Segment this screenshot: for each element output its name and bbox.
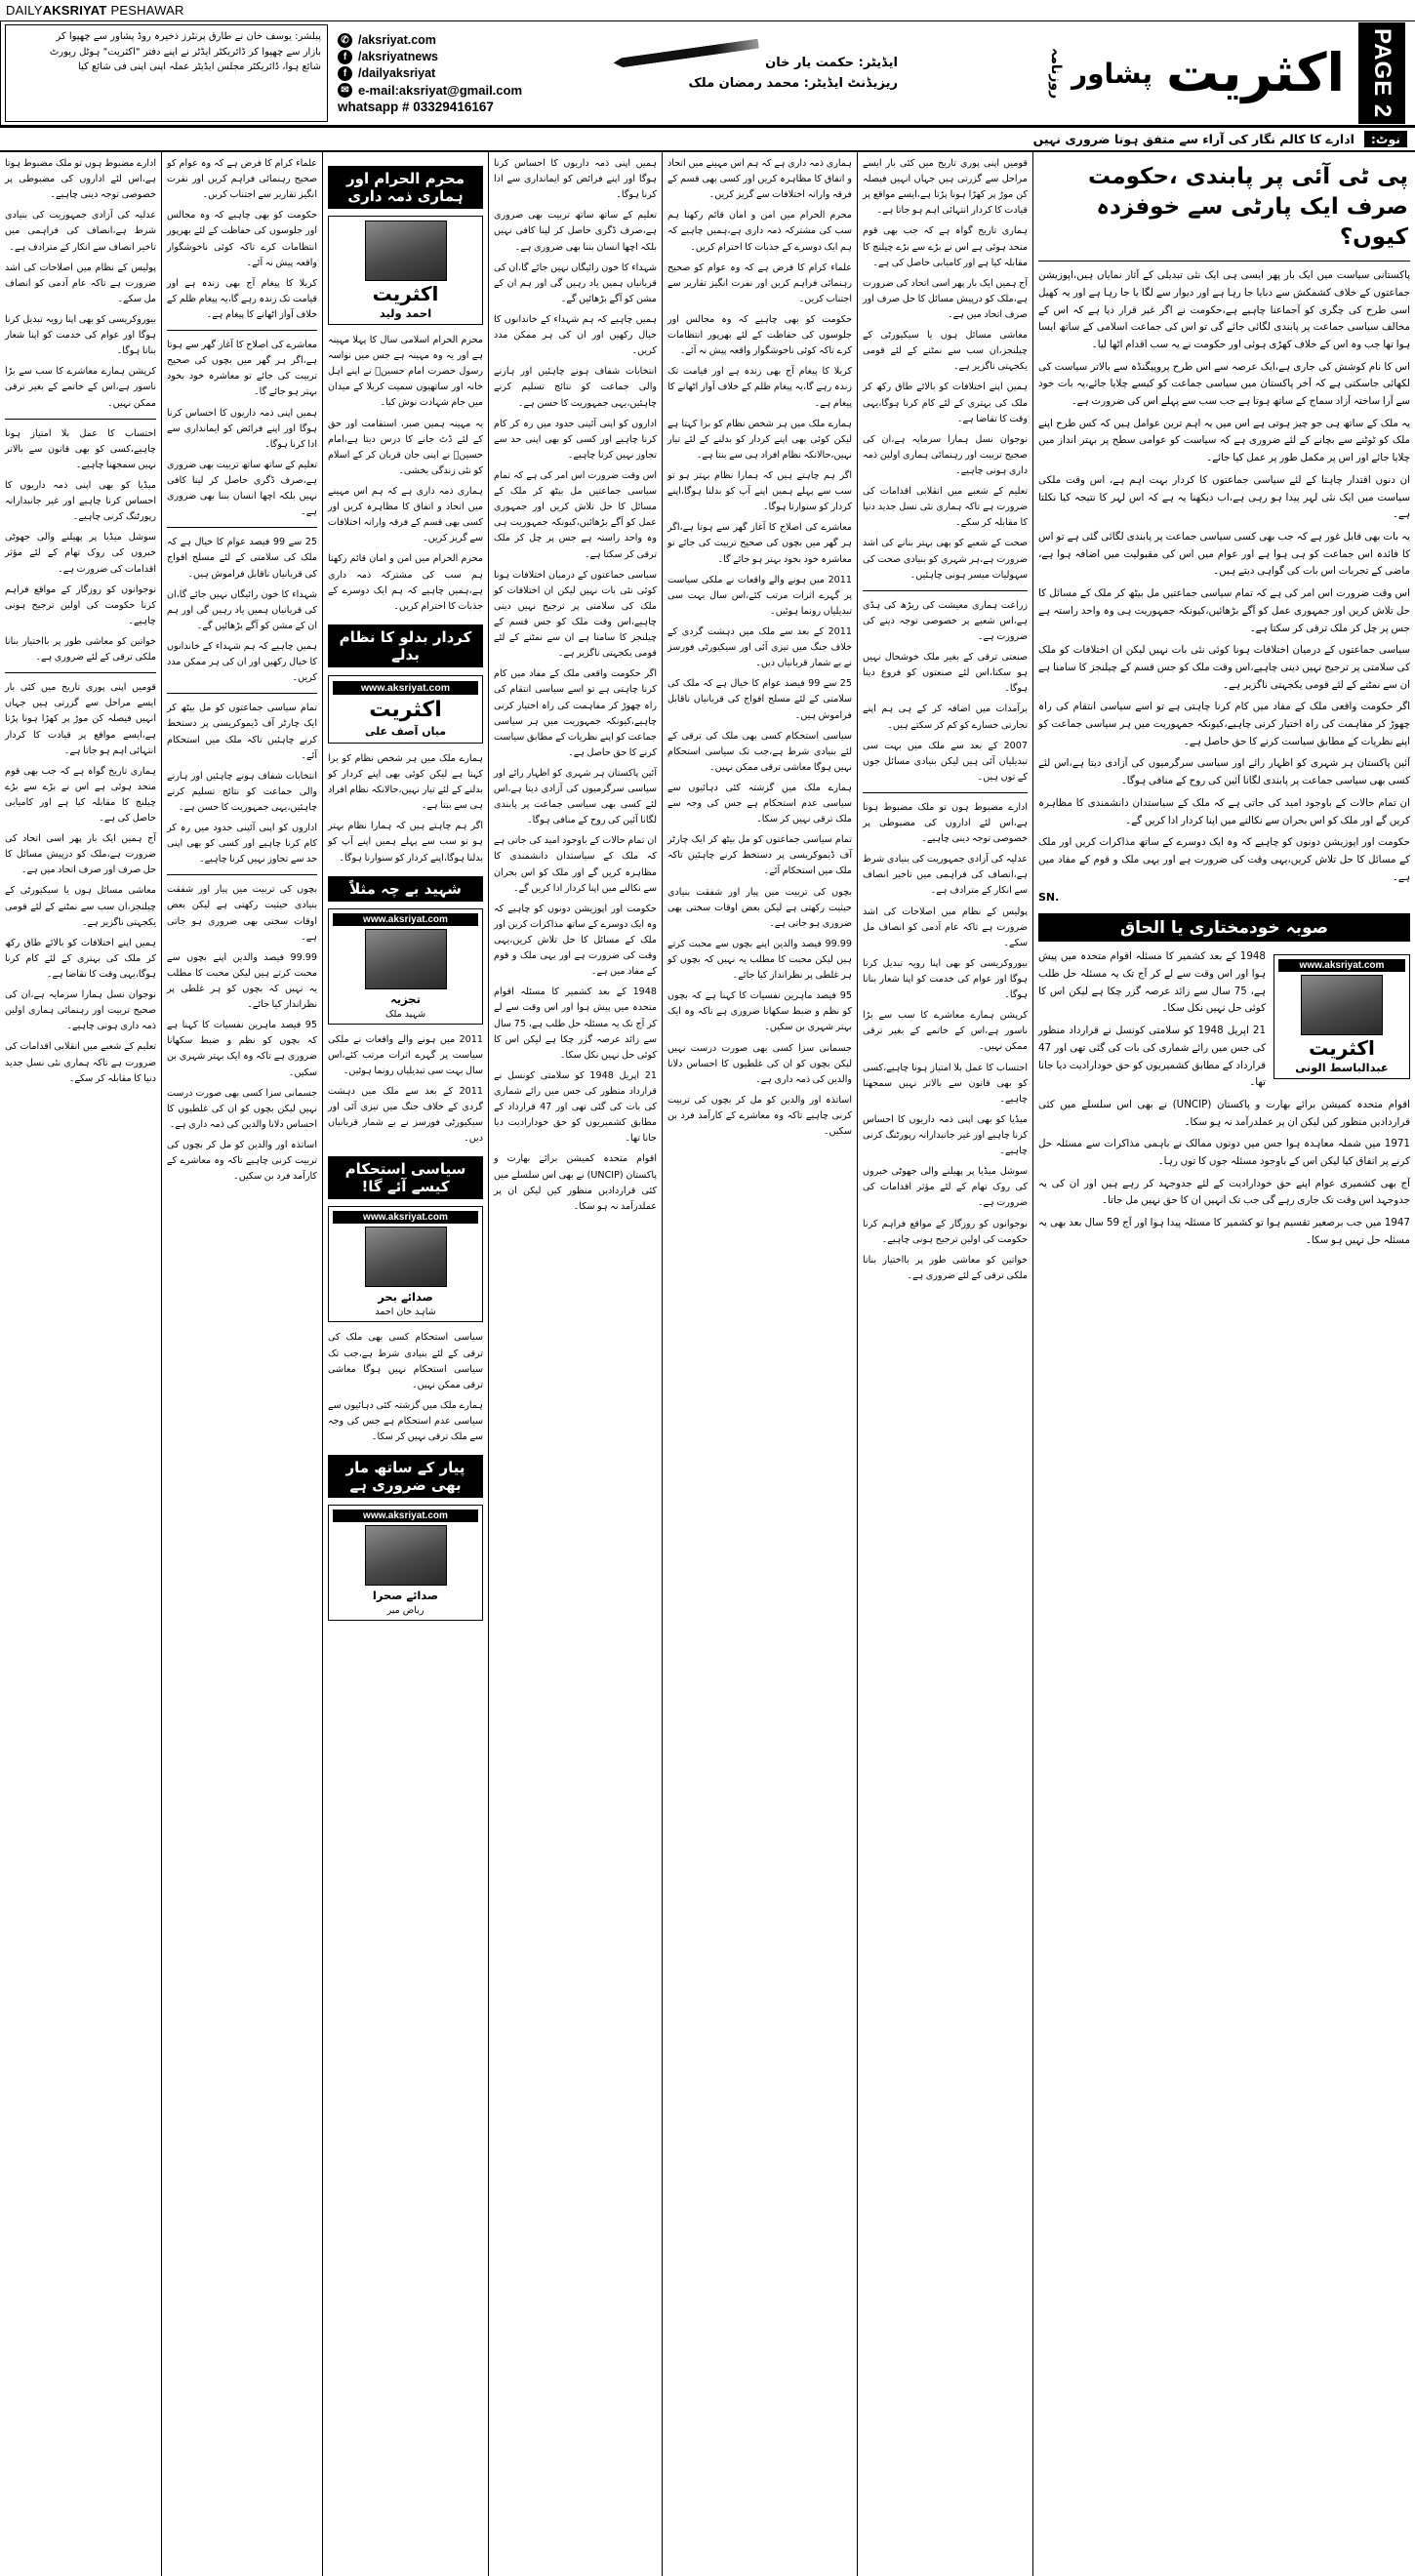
author-name: ریاض میر: [386, 1605, 424, 1617]
cont-para: اساتذہ اور والدین کو مل کر بچوں کی تربیت کرنی چاہیے تاکہ وہ معاشرے کے کارآمد فرد بن سکیں۔: [667, 1094, 852, 1138]
divider: [863, 792, 1028, 793]
article-para: ہماری ذمہ داری ہے کہ ہم اس مہینے میں اتحاد و اتفاق کا مظاہرہ کریں اور کسی بھی قسم کے فرقہ وارانہ اختلافات سے گریز کریں۔: [328, 485, 483, 544]
contact-email-text: e-mail:aksriyat@gmail.com: [358, 82, 523, 98]
article-cont-body: [667, 156, 852, 1140]
article-para: انتخابات شفاف ہونے چاہئیں اور ہارنے والی جماعت کو نتائج تسلیم کرنے چاہئیں،یہی جمہوریت کا حسن ہے۔: [167, 770, 317, 813]
filler-para: آج ہمیں ایک بار پھر اسی اتحاد کی ضرورت ہے،ملک کو درپیش مسائل کا حل صرف اور صرف اتحاد میں ہے۔: [5, 833, 156, 876]
contact-facebook-daily[interactable]: [338, 66, 617, 81]
filler-para: قومیں اپنی پوری تاریخ میں کئی بار ایسے مراحل سے گزرتی ہیں جہاں انہیں فیصلہ کن موڑ پر کھڑا ہونا پڑتا ہے،ایسے مواقع پر قیادت کا کردار انتہائی اہم ہو جاتا ہے۔: [863, 158, 1028, 217]
cont-para: جسمانی سزا کسی بھی صورت درست نہیں لیکن بچوں کو ان کی غلطیوں کا احساس دلانا والدین کی ذمہ داری ہے۔: [667, 1042, 852, 1085]
article-para: بچوں کی تربیت میں پیار اور شفقت بنیادی حیثیت رکھتی ہے لیکن بعض اوقات سختی بھی ضروری ہو جاتی ہے۔: [167, 884, 317, 943]
lead-second-body-cont: [1038, 1097, 1410, 1250]
author-block-shaheedmalik: [328, 908, 483, 1025]
author-url: www.aksriyat.com: [333, 681, 478, 695]
lead-second-para: 1947 میں جب برصغیر تقسیم ہوا تو کشمیر کا مسئلہ پیدا ہوا اور آج 59 سال بعد بھی یہ مسئلہ حل نہیں ہو سکا۔: [1038, 1217, 1410, 1246]
lead-para: پاکستانی سیاست میں ایک بار پھر ایسی ہی ایک نئی تبدیلی کے آثار نمایاں ہیں،اپوزیشن جماعتوں کے خلاف کشمکش سے دبایا جا رہا ہے اور دیوار سے لگا یا جا رہا ہے اور یہ کھیل اسی طرح کی چگری کو آجماعنا چاہیے ہے،حکومت نے اگر غیر قرار دیا ہے کہ اس کے مخالف سیاسی جماعت پر پابندی لگائی جائے گی تو اس کی جماعت اسلامی کے ساتھ ایسا ہوا تھا جب وہ اس کے خلاف کھڑی ہوئی اور حکومت نے یہ سب اقدام اٹھا لیا۔: [1038, 269, 1410, 350]
lead-body: [1038, 267, 1410, 886]
author-url: www.aksriyat.com: [333, 1211, 478, 1224]
article-para: تعلیم کے ساتھ ساتھ تربیت بھی ضروری ہے،صرف ڈگری حاصل کر لینا کافی نہیں بلکہ اچھا انسان بننا بھی ضروری ہے۔: [167, 459, 317, 518]
cont-para: بچوں کی تربیت میں پیار اور شفقت بنیادی حیثیت رکھتی ہے لیکن بعض اوقات سختی بھی ضروری ہو جاتی ہے۔: [667, 886, 852, 929]
column-article-cont: [662, 152, 857, 2576]
masthead: [0, 21, 1415, 127]
filler-para: ہماری تاریخ گواہ ہے کہ جب بھی قوم متحد ہوئی ہے اس نے بڑے سے بڑے چیلنج کا مقابلہ کیا ہے اور کامیابی حاصل کی ہے۔: [5, 765, 156, 825]
article-para: جسمانی سزا کسی بھی صورت درست نہیں لیکن بچوں کو ان کی غلطیوں کا احساس دلانا والدین کی ذمہ داری ہے۔: [167, 1087, 317, 1130]
filler-para: میڈیا کو بھی اپنی ذمہ داریوں کا احساس کرنا چاہیے اور غیر جانبدارانہ رپورٹنگ کرنی چاہیے۔: [863, 1113, 1028, 1157]
imprint-line-3: شائع ہوا، ڈائریکٹر مجلس ایڈیٹر عملہ اپنی اپنی فی شائع کیا: [78, 61, 321, 72]
filler-para: تعلیم کے شعبے میں انقلابی اقدامات کی ضرورت ہے تاکہ ہماری نئی نسل جدید دنیا کا مقابلہ کر سکے۔: [863, 486, 1028, 529]
article-para: تمام سیاسی جماعتوں کو مل بیٹھ کر ایک چارٹر آف ڈیموکریسی پر دستخط کرنے چاہئیں تاکہ ملک میں استحکام آئے۔: [167, 703, 317, 761]
author-brand: اکثریت: [1309, 1036, 1375, 1061]
cont-para: اداروں کو اپنی آئینی حدود میں رہ کر کام کرنا چاہیے اور کسی کو بھی اپنی حد سے تجاوز نہیں کرنا چاہیے۔: [494, 418, 657, 461]
cont-para: 1948 کے بعد کشمیر کا مسئلہ اقوام متحدہ میں پیش ہوا اور اس وقت سے لے کر آج تک یہ مسئلہ حل طلب ہے، 75 سال سے زائد عرصہ گزر چکا ہے لیکن اس کا کوئی حل نہیں نکل سکا۔: [494, 986, 657, 1061]
article-para: 95 فیصد ماہرین نفسیات کا کہنا ہے کہ بچوں کو نظم و ضبط سکھانا ضروری ہے تاکہ وہ ایک بہتر شہری بن سکیں۔: [167, 1020, 317, 1078]
lead-second-para: 1948 کے بعد کشمیر کا مسئلہ اقوام متحدہ میں پیش ہوا اور اس وقت سے لے کر آج تک یہ مسئلہ حل طلب ہے، 75 سال سے زائد عرصہ گزر چکا ہے لیکن اس کا کوئی حل نہیں نکل سکا۔: [1038, 950, 1266, 1015]
masthead-staff: [625, 21, 908, 125]
filler-para: نوجوان نسل ہمارا سرمایہ ہے،ان کی صحیح تربیت اور رہنمائی ہماری اولین ذمہ داری ہونی چاہیے۔: [5, 989, 156, 1032]
note-label: نوٹ:: [1364, 131, 1407, 147]
contact-facebook-news[interactable]: [338, 50, 617, 64]
note-text: ادارے کا کالم نگار کی آراء سے متفق ہونا ضروری نہیں: [1032, 132, 1354, 146]
cont-para: ان تمام حالات کے باوجود امید کی جاتی ہے کہ ملک کے سیاستدان دانشمندی کا مظاہرہ کریں گے اور ملک کو اس بحران سے نکالنے میں اپنا کردار ادا کریں گے۔: [494, 835, 657, 894]
globe-icon: ✆: [338, 33, 352, 48]
author-block-riaz: [328, 1505, 483, 1621]
author-heading: صدائے صحرا: [372, 1589, 439, 1603]
masthead-contacts: [332, 21, 625, 125]
filler-para: احتساب کا عمل بلا امتیاز ہونا چاہیے،کسی کو بھی قانون سے بالاتر نہیں سمجھنا چاہیے۔: [863, 1062, 1028, 1105]
page-badge: PAGE 2: [1358, 22, 1405, 124]
top-strip-thin: DAILY: [6, 3, 43, 18]
article-cont2-body: [494, 156, 657, 1215]
masthead-publisher-box: [0, 21, 332, 125]
cont-para: تمام سیاسی جماعتوں کو مل بیٹھ کر ایک چارٹر آف ڈیموکریسی پر دستخط کرنے چاہئیں تاکہ ملک میں استحکام آئے۔: [667, 834, 852, 877]
article-para: شہداء کا خون رائیگاں نہیں جائے گا،ان کی قربانیاں ہمیں یاد رہیں گی اور ہم ان کے مشن کو آگے بڑھائیں گے۔: [167, 588, 317, 631]
filler-para: آج ہمیں ایک بار پھر اسی اتحاد کی ضرورت ہے،ملک کو درپیش مسائل کا حل صرف اور صرف اتحاد میں ہے۔: [863, 277, 1028, 320]
lead-second-para: 1971 میں شملہ معاہدہ ہوا جس میں دونوں ممالک نے باہمی مذاکرات سے مسئلہ حل کرنے پر اتفاق کیا لیکن اس کے باوجود مسئلہ جوں کا توں رہا۔: [1038, 1138, 1410, 1168]
publisher-imprint: [5, 24, 328, 122]
filler-para: برآمدات میں اضافہ کر کے ہی ہم اپنے تجارتی خسارے کو کم کر سکتے ہیں۔: [863, 704, 1028, 731]
mail-icon: ✉: [338, 83, 352, 98]
imprint-line-1: پبلشر: یوسف خان نے طارق پرنٹرز ذخیرہ روڈ پشاور سے چھپوا کر: [56, 31, 321, 42]
author-heading: تجزیہ: [390, 991, 421, 1006]
author-block-basit: [1274, 954, 1410, 1079]
author-name: میاں آصف علی: [364, 724, 447, 738]
muharram-body: [328, 333, 483, 615]
author-url: www.aksriyat.com: [333, 913, 478, 926]
article-para: 2011 کے بعد سے ملک میں دہشت گردی کے خلاف جنگ میں تیزی آئی اور سیکیورٹی فورسز نے بے شمار قربانیاں دیں۔: [328, 1085, 483, 1145]
article-para: علماء کرام کا فرض ہے کہ وہ عوام کو صحیح رہنمائی فراہم کریں اور نفرت انگیز تقاریر سے اجتناب کریں۔: [167, 158, 317, 201]
article-title-shaheed: شہید بے چہ مثلاً: [328, 876, 483, 902]
cont-para: انتخابات شفاف ہونے چاہئیں اور ہارنے والی جماعت کو نتائج تسلیم کرنے چاہئیں،یہی جمہوریت کا حسن ہے۔: [494, 366, 657, 409]
filler-para: نوجوانوں کو روزگار کے مواقع فراہم کرنا حکومت کی اولین ترجیح ہونی چاہیے۔: [5, 584, 156, 626]
lead-second-para: اقوام متحدہ کمیشن برائے بھارت و پاکستان (UNCIP) نے بھی اس سلسلے میں کئی قراردادیں منظور کیں لیکن ان پر عملدرآمد نہ ہو سکا۔: [1038, 1098, 1410, 1128]
filler-para: احتساب کا عمل بلا امتیاز ہونا چاہیے،کسی کو بھی قانون سے بالاتر نہیں سمجھنا چاہیے۔: [5, 427, 156, 470]
column-lead: [1032, 152, 1415, 2576]
column-filler-b: [0, 152, 161, 2576]
author-heading: صدائے بحر: [378, 1290, 433, 1305]
page-body: [0, 152, 1415, 2576]
article-para: ہمیں اپنی ذمہ داریوں کا احساس کرنا ہوگا اور اپنے فرائض کو ایمانداری سے ادا کرنا ہوگا۔: [167, 407, 317, 450]
lead-para: حکومت اور اپوزیشن دونوں کو چاہیے کہ وہ ایک دوسرے کے ساتھ مذاکرات کریں اور ملک کے مسائل کا حل تلاش کریں،یہی وقت کی ضرورت ہے اور یہی ملک و قوم کے مفاد میں ہے۔: [1038, 836, 1410, 883]
cont-para: تعلیم کے ساتھ ساتھ تربیت بھی ضروری ہے،صرف ڈگری حاصل کر لینا کافی نہیں بلکہ اچھا انسان بننا بھی ضروری ہے۔: [494, 210, 657, 253]
article-title-siyasi: سیاسی استحکام کیسے آئے گا!: [328, 1156, 483, 1199]
author-name: احمد ولید: [379, 306, 432, 320]
filler-para: عدلیہ کی آزادی جمہوریت کی بنیادی شرط ہے،انصاف کی فراہمی میں تاخیر انصاف سے انکار کے مترادف ہے۔: [863, 854, 1028, 897]
filler-para: بیوروکریسی کو بھی اپنا رویہ تبدیل کرنا ہوگا اور عوام کی خدمت کو اپنا شعار بنانا ہوگا۔: [863, 957, 1028, 1001]
logo-city: پشاور: [1071, 57, 1152, 90]
divider: [167, 527, 317, 528]
article-para: اساتذہ اور والدین کو مل کر بچوں کی تربیت کرنی چاہیے تاکہ وہ معاشرے کے کارآمد فرد بن سکیں۔: [167, 1140, 317, 1183]
lead-para: ان تمام حالات کے باوجود امید کی جاتی ہے کہ ملک کے سیاستدان دانشمندی کا مظاہرہ کریں گے اور ملک کو اس بحران سے نکالنے میں اپنا کردار ادا کریں گے۔: [1038, 796, 1410, 826]
filler-para: ہمیں اپنے اختلافات کو بالائے طاق رکھ کر ملک کی بہتری کے لئے کام کرنا ہوگا،یہی وقت کا تقاضا ہے۔: [5, 937, 156, 981]
column-c-body: [5, 156, 156, 1087]
filler-para: خواتین کو معاشی طور پر بااختیار بنانا ملکی ترقی کے لئے ضروری ہے۔: [863, 1254, 1028, 1281]
cont-para: 2011 میں ہونے والے واقعات نے ملکی سیاست پر گہرے اثرات مرتب کئے،اس سال بہت سی تبدیلیاں رونما ہوئیں۔: [667, 574, 852, 617]
filler-para: زراعت ہماری معیشت کی ریڑھ کی ہڈی ہے،اس شعبے پر خصوصی توجہ دینے کی ضرورت ہے۔: [863, 599, 1028, 642]
top-strip: [0, 0, 1415, 21]
lead-para: اس وقت ضرورت اس امر کی ہے کہ تمام سیاسی جماعتیں مل بیٹھ کر ملک کے مسائل کا حل تلاش کریں اور جمہوری عمل کو آگے بڑھائیں،کیونکہ جمہوریت ہی وہ واحد راستہ ہے جس پر چل کر ملک ترقی کر سکتا ہے۔: [1038, 587, 1410, 634]
cont-para: علماء کرام کا فرض ہے کہ وہ عوام کو صحیح رہنمائی فراہم کریں اور نفرت انگیز تقاریر سے اجتناب کریں۔: [667, 262, 852, 304]
lead-para: اس کا نام کوشش کی جاری ہے،ایک عرصہ سے اس طرح پروپیگنڈہ سے بالاتر سیاست کی لکھائی جاسکتی ہے کہ آخر پاکستان میں سیاسی جماعت کو کیسے چلایا جائے،یہ بات خود سے آرا ساختہ آزاد سماج کے ساتھ ہوتا ہے جب سب سے پہلے اس کی ضرورت ہے۔: [1038, 360, 1410, 408]
lead-second-body: [1038, 948, 1266, 1097]
cont-para: اس وقت ضرورت اس امر کی ہے کہ تمام سیاسی جماعتیں مل بیٹھ کر ملک کے مسائل کا حل تلاش کریں اور جمہوری عمل کو آگے بڑھائیں،کیونکہ جمہوریت ہی وہ واحد راستہ ہے جس پر چل کر ملک ترقی کر سکتا ہے۔: [494, 469, 657, 560]
author-name: شہید ملک: [384, 1008, 426, 1020]
filler-para: معاشی مسائل ہوں یا سیکیورٹی کے چیلنجز،ان سب سے نمٹنے کے لئے قومی یکجہتی ناگزیر ہے۔: [5, 885, 156, 928]
filler-para: ادارے مضبوط ہوں تو ملک مضبوط ہوتا ہے،اس لئے اداروں کی مضبوطی پر خصوصی توجہ دینی چاہیے۔: [5, 158, 156, 201]
article-para: ہمارے ملک میں گزشتہ کئی دہائیوں سے سیاسی عدم استحکام ہے جس کی وجہ سے ملک ترقی نہیں کر سکا۔: [328, 1399, 483, 1443]
masthead-logo-area: [908, 21, 1415, 125]
article-para: معاشرے کی اصلاح کا آغاز گھر سے ہوتا ہے،اگر ہر گھر میں بچوں کی صحیح تربیت کی جائے تو معاشرہ خود بخود بہتر ہو جائے گا۔: [167, 340, 317, 398]
top-strip-bold: AKSRIYAT: [42, 3, 107, 18]
cont-para: سیاسی استحکام کسی بھی ملک کی ترقی کے لئے بنیادی شرط ہے،جب تک سیاسی استحکام نہیں ہوگا معاشی ترقی ممکن نہیں۔: [667, 730, 852, 773]
cont-para: ہمیں چاہیے کہ ہم شہداء کے خاندانوں کا خیال رکھیں اور ان کی ہر ممکن مدد کریں۔: [494, 313, 657, 357]
cont-para: ہمیں اپنی ذمہ داریوں کا احساس کرنا ہوگا اور اپنے فرائض کو ایمانداری سے ادا کرنا ہوگا۔: [494, 158, 657, 201]
cont-para: حکومت کو بھی چاہیے کہ وہ مجالس اور جلوسوں کی حفاظت کے لئے بھرپور انتظامات کرے تاکہ کوئی ناخوشگوار واقعہ پیش نہ آئے۔: [667, 313, 852, 357]
author-name: عبدالباسط الونی: [1295, 1061, 1389, 1075]
filler-para: معاشی مسائل ہوں یا سیکیورٹی کے چیلنجز،ان سب سے نمٹنے کے لئے قومی یکجہتی ناگزیر ہے۔: [863, 330, 1028, 373]
lead-para: ان دنوں اقتدار چاہتا کے لئے سیاسی جماعتوں کا کردار بہت اہم ہے، اس وقت ملکی سیاست میں ایک نئی لہر پیدا ہو رہی ہے،اب دیکھنا یہ ہے کہ اس لہر کا نتیجہ کیا نکلتا ہے۔: [1038, 473, 1410, 521]
lead-para: یہ بات بھی قابل غور ہے کہ جب بھی کسی سیاسی جماعت پر پابندی لگائی گئی ہے تو اس کا فائدہ اس جماعت کو ہی ہوا ہے اور عوام میں اس کی مقبولیت میں اضافہ ہوا ہے، ماضی کے تجربات اس بات کی گواہی دیتے ہیں۔: [1038, 530, 1410, 578]
cont-para: شہداء کا خون رائیگاں نہیں جائے گا،ان کی قربانیاں ہمیں یاد رہیں گی اور ہم ان کے مشن کو آگے بڑھائیں گے۔: [494, 262, 657, 304]
filler-para: پولیس کے نظام میں اصلاحات کی اشد ضرورت ہے تاکہ عام آدمی کو انصاف مل سکے۔: [863, 906, 1028, 948]
column-filler-a: [857, 152, 1032, 2576]
cont-para: 99.99 فیصد والدین اپنے بچوں سے محبت کرتے ہیں لیکن محبت کا مطلب یہ نہیں کہ بچوں کو ہر غلطی پر نظرانداز کیا جائے۔: [667, 938, 852, 982]
cont-para: اگر حکومت واقعی ملک کے مفاد میں کام کرنا چاہتی ہے تو اسے سیاسی انتقام کی راہ چھوڑ کر مفاہمت کی راہ اختیار کرنی چاہیے،کیونکہ جمہوریت میں ہر سیاسی جماعت کو اپنے نظریات کے مطابق سیاست کرنے کا حق حاصل ہے۔: [494, 668, 657, 758]
author-photo: [365, 1525, 447, 1586]
cont-para: محرم الحرام میں امن و امان قائم رکھنا ہم سب کی مشترکہ ذمہ داری ہے،ہمیں چاہیے کہ ہم ایک دوسرے کے جذبات کا احترام کریں۔: [667, 210, 852, 253]
article-para: محرم الحرام اسلامی سال کا پہلا مہینہ ہے اور یہ وہ مہینہ ہے جس میں نواسہ رسول حضرت امام حسینؓ نے اپنے اہل خانہ اور ساتھیوں سمیت کربلا کے میدان میں جام شہادت نوش کیا۔: [328, 335, 483, 409]
contact-whatsapp[interactable]: [338, 100, 617, 114]
divider: [167, 693, 317, 694]
cont-para: 2011 کے بعد سے ملک میں دہشت گردی کے خلاف جنگ میں تیزی آئی اور سیکیورٹی فورسز نے بے شمار قربانیاں دیں۔: [667, 625, 852, 669]
contact-website-text: /aksriyat.com: [358, 33, 436, 47]
author-photo: [365, 221, 447, 281]
shaheed-body: [328, 1032, 483, 1147]
cont-para: 95 فیصد ماہرین نفسیات کا کہنا ہے کہ بچوں کو نظم و ضبط سکھانا ضروری ہے تاکہ وہ ایک بہتر شہری بن سکیں۔: [667, 990, 852, 1033]
cont-para: ہمارے ملک میں ہر شخص نظام کو برا کہتا ہے لیکن کوئی بھی اپنے کردار کو بدلنے کے لئے تیار نہیں،حالانکہ نظام افراد ہی سے بنتا ہے۔: [667, 418, 852, 461]
author-url: www.aksriyat.com: [333, 1509, 478, 1522]
cont-para: اقوام متحدہ کمیشن برائے بھارت و پاکستان (UNCIP) نے بھی اس سلسلے میں کئی قراردادیں منظور کیں لیکن ان پر عملدرآمد نہ ہو سکا۔: [494, 1153, 658, 1212]
lead-second-para: آج بھی کشمیری عوام اپنے حق خودارادیت کے لئے جدوجہد کر رہے ہیں اور ان کی یہ جدوجہد اس وقت تک جاری رہے گی جب تک انہیں ان کا حق نہیں مل جاتا۔: [1038, 1177, 1410, 1207]
article-para: سیاسی استحکام کسی بھی ملک کی ترقی کے لئے بنیادی شرط ہے،جب تک سیاسی استحکام نہیں ہوگا معاشی ترقی ممکن نہیں۔: [328, 1332, 483, 1390]
article-para: 99.99 فیصد والدین اپنے بچوں سے محبت کرتے ہیں لیکن محبت کا مطلب یہ نہیں کہ بچوں کو ہر غلطی پر نظرانداز کیا جائے۔: [167, 951, 317, 1011]
lead-signature: SN.: [1038, 891, 1060, 905]
editor-line: ایڈیٹر: حکمت یار خان: [765, 56, 898, 70]
filler-para: ادارے مضبوط ہوں تو ملک مضبوط ہوتا ہے،اس لئے اداروں کی مضبوطی پر خصوصی توجہ دینی چاہیے۔: [863, 801, 1028, 845]
filler-para: پولیس کے نظام میں اصلاحات کی اشد ضرورت ہے تاکہ عام آدمی کو انصاف مل سکے۔: [5, 262, 156, 304]
filler-para: عدلیہ کی آزادی جمہوریت کی بنیادی شرط ہے،انصاف کی فراہمی میں تاخیر انصاف سے انکار کے مترادف ہے۔: [5, 210, 156, 253]
author-brand: اکثریت: [369, 697, 442, 722]
article-para: کربلا کا پیغام آج بھی زندہ ہے اور قیامت تک زندہ رہے گا،یہ پیغام ظلم کے خلاف آواز اٹھانے کا پیغام ہے۔: [167, 277, 317, 320]
cont-para: سیاسی جماعتوں کے درمیان اختلافات ہونا کوئی نئی بات نہیں لیکن ان اختلافات کو ملک کی سلامتی پر ترجیح نہیں دینی چاہیے،اس وقت ملک کو جس قسم کے چیلنجز کا سامنا ہے ان سے نمٹنے کے لئے قومی یکجہتی ناگزیر ہے۔: [494, 569, 657, 660]
article-para: حکومت کو بھی چاہیے کہ وہ مجالس اور جلوسوں کی حفاظت کے لئے بھرپور انتظامات کرے تاکہ کوئی ناخوشگوار واقعہ پیش نہ آئے۔: [167, 210, 317, 268]
article-title-muharram: محرم الحرام اور ہماری ذمہ داری: [328, 166, 483, 209]
top-strip-suffix: PESHAWAR: [110, 3, 184, 18]
cont-para: 21 اپریل 1948 کو سلامتی کونسل نے قرارداد منظور کی جس میں رائے شماری کی بات کی گئی تھی اور 47 قرارداد کے مطابق کشمیریوں کو حق خودارادیت دیا جانا تھا۔: [494, 1069, 657, 1145]
cont-para: ہماری ذمہ داری ہے کہ ہم اس مہینے میں اتحاد و اتفاق کا مظاہرہ کریں اور کسی بھی قسم کے فرقہ وارانہ اختلافات سے گریز کریں۔: [667, 158, 852, 201]
filler-para: کرپشن ہمارے معاشرے کا سب سے بڑا ناسور ہے،اس کے خاتمے کے بغیر ترقی ممکن نہیں۔: [5, 366, 156, 409]
article-para: 2011 میں ہونے والے واقعات نے ملکی سیاست پر گہرے اثرات مرتب کئے،اس سال بہت سی تبدیلیاں رونما ہوئیں۔: [328, 1033, 483, 1076]
section-heading-subah: صوبہ خودمختاری یا الحاق: [1038, 913, 1410, 942]
article-para: 25 سے 99 فیصد عوام کا خیال ہے کہ ملک کی سلامتی کے لئے مسلح افواج کی قربانیاں ناقابل فراموش ہیں۔: [167, 537, 318, 580]
contact-facebook-news-text: /aksriyatnews: [358, 50, 438, 63]
author-photo: [365, 1227, 447, 1287]
filler-para: ہمیں اپنے اختلافات کو بالائے طاق رکھ کر ملک کی بہتری کے لئے کام کرنا ہوگا،یہی وقت کا تقاضا ہے۔: [863, 382, 1028, 424]
divider: [5, 419, 156, 420]
divider: [167, 330, 317, 331]
lead-para: سیاسی جماعتوں کے درمیان اختلافات ہونا کوئی نئی بات نہیں لیکن ان اختلافات کو ملک کی سلامتی پر ترجیح نہیں دینی چاہیے،اس وقت ملک کو جس قسم کے چیلنجز کا سامنا ہے ان سے نمٹنے کے لئے قومی یکجہتی ناگزیر ہے۔: [1038, 644, 1410, 691]
filler-para: بیوروکریسی کو بھی اپنا رویہ تبدیل کرنا ہوگا اور عوام کی خدمت کو اپنا شعار بنانا ہوگا۔: [5, 313, 156, 357]
author-url: www.aksriyat.com: [1278, 959, 1405, 972]
column-article-cont-2: [488, 152, 662, 2576]
kirdar-body: [328, 751, 483, 866]
imprint-line-2: بازار سے چھپوا کر ڈائریکٹر ایڈٹر نے اپنے دفتر "اکثریت" ہوٹل رپورٹ: [49, 46, 321, 58]
lead-headline: پی ٹی آئی پر پابندی ،حکومت صرف ایک پارٹی سے خوفزدہ کیوں؟: [1038, 156, 1410, 262]
filler-a-body: [863, 156, 1028, 1284]
lead-second-para: 21 اپریل 1948 کو سلامتی کونسل نے قرارداد منظور کی جس میں رائے شماری کی بات کی گئی تھی اور 47 قرارداد کے مطابق کشمیریوں کو حق خودارادیت دیا جانا تھا۔: [1038, 1025, 1267, 1089]
cont-para: کربلا کا پیغام آج بھی زندہ ہے اور قیامت تک زندہ رہے گا،یہ پیغام ظلم کے خلاف آواز اٹھانے کا پیغام ہے۔: [667, 366, 852, 409]
filler-para: میڈیا کو بھی اپنی ذمہ داریوں کا احساس کرنا چاہیے اور غیر جانبدارانہ رپورٹنگ کرنی چاہیے۔: [5, 479, 156, 523]
author-block-asif: [328, 675, 483, 744]
article-title-pyar: پیار کے ساتھ مار بھی ضروری ہے: [328, 1455, 483, 1498]
author-block-waleed: [328, 216, 483, 325]
filler-para: تعلیم کے شعبے میں انقلابی اقدامات کی ضرورت ہے تاکہ ہماری نئی نسل جدید دنیا کا مقابلہ کر سکے۔: [5, 1041, 156, 1084]
article-para: یہ مہینہ ہمیں صبر، استقامت اور حق کے لئے ڈٹ جانے کا درس دیتا ہے،امام حسینؓ نے اپنی جان قربان کر کے اسلام کو نئی زندگی بخشی۔: [328, 418, 483, 476]
filler-para: کرپشن ہمارے معاشرے کا سب سے بڑا ناسور ہے،اس کے خاتمے کے بغیر ترقی ممکن نہیں۔: [863, 1010, 1028, 1053]
column-b-body: [167, 156, 317, 1185]
contact-website[interactable]: [338, 33, 617, 48]
newspaper-logo: اکثریت: [1166, 42, 1345, 103]
filler-para: صحت کے شعبے کو بھی بہتر بنانے کی اشد ضرورت ہے،ہر شہری کو بنیادی صحت کی سہولیات میسر ہونی چاہئیں۔: [863, 538, 1028, 581]
filler-para: نوجوان نسل ہمارا سرمایہ ہے،ان کی صحیح تربیت اور رہنمائی ہماری اولین ذمہ داری ہونی چاہیے۔: [863, 433, 1028, 476]
cont-para: حکومت اور اپوزیشن دونوں کو چاہیے کہ وہ ایک دوسرے کے ساتھ مذاکرات کریں اور ملک کے مسائل کا حل تلاش کریں،یہی وقت کی ضرورت ہے اور یہی ملک و قوم کے مفاد میں ہے۔: [494, 903, 657, 978]
filler-para: ہماری تاریخ گواہ ہے کہ جب بھی قوم متحد ہوئی ہے اس نے بڑے سے بڑے چیلنج کا مقابلہ کیا ہے اور کامیابی حاصل کی ہے۔: [863, 225, 1028, 268]
resident-editor-line: ریزیڈنٹ ایڈیٹر: محمد رمضان ملک: [688, 76, 898, 91]
divider: [863, 590, 1028, 591]
author-block-shahid: [328, 1206, 483, 1322]
cont-para: اگر ہم چاہتے ہیں کہ ہمارا نظام بہتر ہو تو سب سے پہلے ہمیں اپنے آپ کو بدلنا ہوگا،اپنے کردار کو سنوارنا ہوگا۔: [667, 469, 852, 513]
facebook-icon: f: [338, 50, 352, 64]
cont-para: آئین پاکستان ہر شہری کو اظہار رائے اور سیاسی سرگرمیوں کی آزادی دیتا ہے،اس لئے کسی بھی سیاسی جماعت پر پابندی لگانا آئین کی روح کے منافی ہوگا۔: [494, 767, 657, 826]
filler-para: خواتین کو معاشی طور پر بااختیار بنانا ملکی ترقی کے لئے ضروری ہے۔: [5, 635, 156, 664]
filler-para: صنعتی ترقی کے بغیر ملک خوشحال نہیں ہو سکتا،اس لئے صنعتوں کو فروغ دینا ہوگا۔: [863, 652, 1028, 695]
article-para: ہمیں چاہیے کہ ہم شہداء کے خاندانوں کا خیال رکھیں اور ان کی ہر ممکن مدد کریں۔: [167, 640, 317, 684]
contact-email[interactable]: [338, 83, 617, 98]
contact-whatsapp-text: whatsapp # 03329416167: [338, 99, 494, 114]
column-articles-a: [322, 152, 488, 2576]
editorial-note-bar: [0, 127, 1415, 152]
lead-para: یہ ملک کے ساتھ ہی جو چیز ہوتی ہے اس میں یہ اہم ترین عوامل ہیں کہ کس طرح اپنے ملک کو ٹوٹنے سے بچانے کے لئے ضروری ہے کہ سیاست کو عوامی سطح پر بہتر انداز میں چلایا جائے اور اس پر مکمل طور پر عمل کیا جائے۔: [1038, 417, 1410, 464]
contact-facebook-daily-text: /dailyaksriyat: [358, 66, 436, 80]
divider: [5, 672, 156, 673]
filler-para: سوشل میڈیا پر پھیلنے والی جھوٹی خبروں کی روک تھام کے لئے مؤثر اقدامات کی ضرورت ہے۔: [5, 532, 156, 575]
filler-para: قومیں اپنی پوری تاریخ میں کئی بار ایسے مراحل سے گزرتی ہیں جہاں انہیں فیصلہ کن موڑ پر کھڑا ہونا پڑتا ہے،ایسے مواقع پر قیادت کا کردار انتہائی اہم ہو جاتا ہے۔: [5, 682, 156, 756]
author-name: شاہد خان احمد: [375, 1307, 436, 1318]
article-para: محرم الحرام میں امن و امان قائم رکھنا ہم سب کی مشترکہ ذمہ داری ہے،ہمیں چاہیے کہ ہم ایک دوسرے کے جذبات کا احترام کریں۔: [328, 553, 483, 612]
filler-para: نوجوانوں کو روزگار کے مواقع فراہم کرنا حکومت کی اولین ترجیح ہونی چاہیے۔: [863, 1218, 1028, 1245]
facebook-icon: f: [338, 66, 352, 81]
cont-para: معاشرے کی اصلاح کا آغاز گھر سے ہوتا ہے،اگر ہر گھر میں بچوں کی صحیح تربیت کی جائے تو معاشرہ خود بخود بہتر ہو جائے گا۔: [667, 522, 852, 565]
column-articles-b: [161, 152, 322, 2576]
article-title-kirdar: کردار بدلو کا نظام بدلے: [328, 624, 483, 667]
lead-para: آئین پاکستان ہر شہری کو اظہار رائے اور سیاسی سرگرمیوں کی آزادی دیتا ہے،اس لئے کسی بھی سیاسی جماعت پر پابندی لگانا آئین کی روح کے منافی ہوگا۔: [1038, 757, 1410, 787]
lead-para: اگر حکومت واقعی ملک کے مفاد میں کام کرنا چاہتی ہے تو اسے سیاسی انتقام کی راہ چھوڑ کر مفاہمت کی راہ اختیار کرنی چاہیے،کیونکہ جمہوریت میں ہر سیاسی جماعت کو اپنے نظریات کے مطابق سیاست کرنے کا حق حاصل ہے۔: [1038, 701, 1410, 747]
cont-para: 25 سے 99 فیصد عوام کا خیال ہے کہ ملک کی سلامتی کے لئے مسلح افواج کی قربانیاں ناقابل فراموش ہیں۔: [667, 678, 853, 721]
article-para: ہمارے ملک میں ہر شخص نظام کو برا کہتا ہے لیکن کوئی بھی اپنے کردار کو بدلنے کے لئے تیار نہیں،حالانکہ نظام افراد ہی سے بنتا ہے۔: [328, 752, 483, 812]
divider: [167, 874, 317, 875]
article-para: اگر ہم چاہتے ہیں کہ ہمارا نظام بہتر ہو تو سب سے پہلے ہمیں اپنے آپ کو بدلنا ہوگا،اپنے کردار کو سنوارنا ہوگا۔: [328, 821, 483, 864]
siyasi-body: [328, 1330, 483, 1445]
author-brand: اکثریت: [372, 282, 439, 305]
cont-para: ہمارے ملک میں گزشتہ کئی دہائیوں سے سیاسی عدم استحکام ہے جس کی وجہ سے ملک ترقی نہیں کر سکا۔: [667, 782, 852, 825]
filler-para: 2007 کے بعد سے ملک میں بہت سی تبدیلیاں آئی ہیں لیکن بنیادی مسائل جوں کے توں ہیں۔: [863, 740, 1028, 783]
logo-roznama: روزنامہ: [1047, 47, 1064, 100]
article-para: اداروں کو اپنی آئینی حدود میں رہ کر کام کرنا چاہیے اور کسی کو بھی اپنی حد سے تجاوز نہیں کرنا چاہیے۔: [167, 823, 317, 865]
filler-para: سوشل میڈیا پر پھیلنے والی جھوٹی خبروں کی روک تھام کے لئے مؤثر اقدامات کی ضرورت ہے۔: [863, 1166, 1028, 1209]
author-photo: [365, 929, 447, 989]
author-photo: [1301, 975, 1383, 1035]
